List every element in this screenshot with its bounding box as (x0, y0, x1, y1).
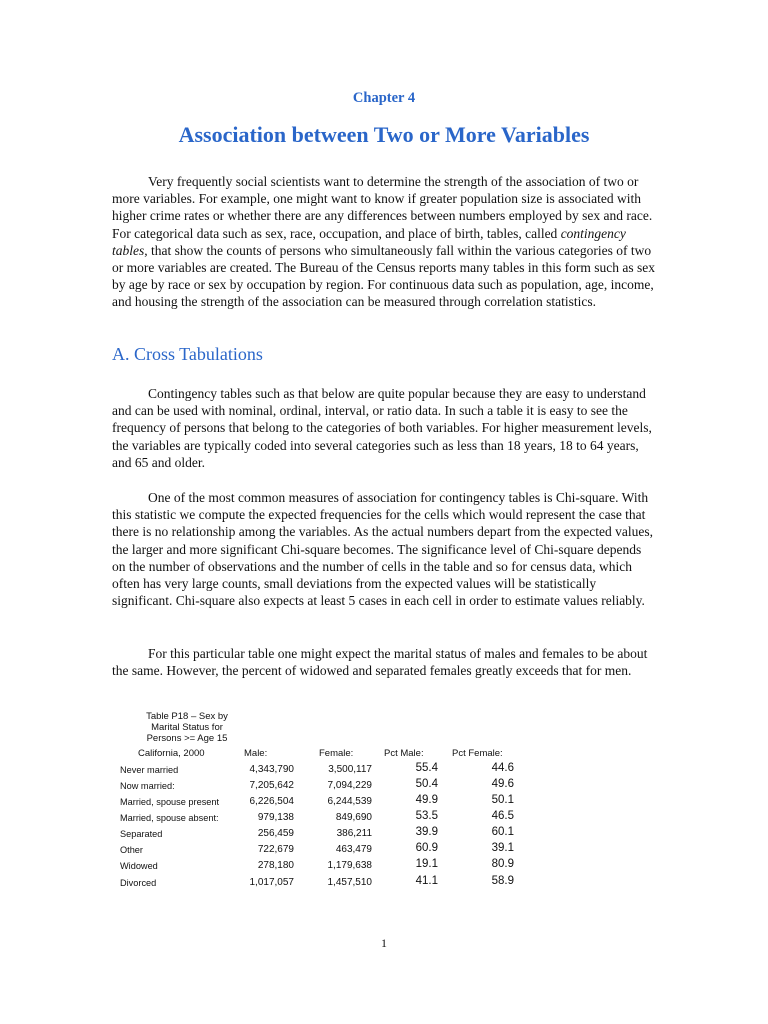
term-contingency-tables: contingency tables (112, 225, 626, 258)
paragraph-intro-part-a: Very frequently social scientists want to determine the strength of the association of two or more variables. For example, one might want to know if greater population size is associated with higher crime rates or whether there are any differences between numbers employed by sex and race. For categorical data such as sex, race, occupation, and place of birth, tables, called (112, 174, 653, 241)
cell-male: 256,459 (257, 828, 294, 839)
header-pct-female: Pct Female: (452, 748, 503, 759)
cell-male: 278,180 (257, 860, 294, 871)
table-row-label: Married, spouse present (120, 797, 220, 807)
cell-pct-male: 53.5 (415, 810, 438, 822)
cell-male: 7,205,642 (249, 780, 294, 791)
cell-pct-male: 49.9 (415, 794, 438, 806)
cell-female: 3,500,117 (328, 764, 372, 775)
section-heading-cross-tabulations: A. Cross Tabulations (112, 344, 263, 364)
cell-pct-male: 41.1 (415, 875, 438, 887)
table-row-label: Divorced (120, 878, 157, 888)
page-title: Association between Two or More Variables (178, 122, 590, 147)
cell-female: 849,690 (335, 812, 372, 823)
cell-pct-female: 50.1 (491, 794, 514, 806)
paragraph-contingency-text: Contingency tables such as that below are quite popular because they are easy to understand and can be used with nominal, ordinal, interval, or ratio data. In such a table it is easy to see the frequency of persons that belong to the categories of both variables. For higher measurement levels, the variables are typically coded into several categories such as less than 18 years, 18 to 64 years, and 65 and older. (112, 386, 652, 470)
table-caption-line: Table P18 – Sex by (146, 711, 228, 722)
table-row-label: Widowed (120, 861, 158, 871)
cell-male: 4,343,790 (249, 764, 294, 775)
table-caption-line: Persons >= Age 15 (146, 733, 228, 744)
cell-pct-female: 46.5 (491, 810, 514, 822)
cell-female: 6,244,539 (327, 796, 372, 807)
table-row-label: Married, spouse absent: (120, 813, 219, 823)
cell-male: 722,679 (257, 844, 294, 855)
table-row-label: Now married: (120, 781, 175, 791)
header-male: Male: (244, 748, 268, 759)
cell-pct-female: 60.1 (491, 826, 514, 838)
cell-pct-male: 60.9 (415, 842, 438, 854)
header-female: Female: (319, 748, 354, 759)
cell-pct-male: 50.4 (415, 778, 438, 790)
cell-pct-female: 44.6 (491, 762, 514, 774)
cell-male: 979,138 (257, 812, 294, 823)
cell-pct-female: 58.9 (491, 875, 514, 887)
table-row-label: Separated (120, 829, 163, 839)
cell-female: 463,479 (335, 844, 372, 855)
cell-pct-female: 39.1 (491, 842, 514, 854)
paragraph-intro-part-b: , that show the counts of persons who simultaneously fall within the various categories of two or more variables are created. The Bureau of the Census reports many tables in this form such as sex by age by race or sex by occupation by region. For continuous data such as population, age, income, and housing the strength of the association can be measured through correlation statistics. (112, 242, 655, 310)
cell-pct-male: 19.1 (415, 858, 438, 870)
cell-female: 7,094,229 (327, 780, 372, 791)
paragraph-marital-status-text: For this particular table one might expect the marital status of males and females to be about the same. However, the percent of widowed and separated females greatly exceeds that for men. (112, 646, 648, 679)
chapter-label: Chapter 4 (352, 90, 416, 106)
cell-male: 6,226,504 (249, 796, 294, 807)
paragraph-chi-square-text: One of the most common measures of association for contingency tables is Chi-square. With this statistic we compute the expected frequencies for the cells which would represent the case that there is no relationship among the variables. As the actual numbers depart from the expected values, the larger and more significant Chi-square becomes. The significance level of Chi-square depends on the number of observations and the number of cells in the table and so for census data, which often has very large counts, small deviations from the expected values will be statistically significant. Chi-square also expects at least 5 cases in each cell in order to estimate values reliably. (112, 490, 653, 609)
cell-pct-female: 49.6 (491, 778, 514, 790)
cell-female: 1,457,510 (327, 877, 372, 888)
cell-male: 1,017,057 (249, 877, 294, 888)
header-pct-male: Pct Male: (384, 748, 424, 759)
page-number: 1 (381, 936, 387, 950)
cell-female: 1,179,638 (327, 860, 372, 871)
cell-pct-male: 55.4 (415, 762, 438, 774)
header-place: California, 2000 (138, 748, 205, 759)
cell-pct-male: 39.9 (415, 826, 438, 838)
cell-female: 386,211 (336, 828, 372, 839)
table-caption-line: Marital Status for (151, 722, 223, 733)
table-row-label: Other (120, 845, 143, 855)
cell-pct-female: 80.9 (491, 858, 514, 870)
table-row-label: Never married (120, 765, 179, 775)
